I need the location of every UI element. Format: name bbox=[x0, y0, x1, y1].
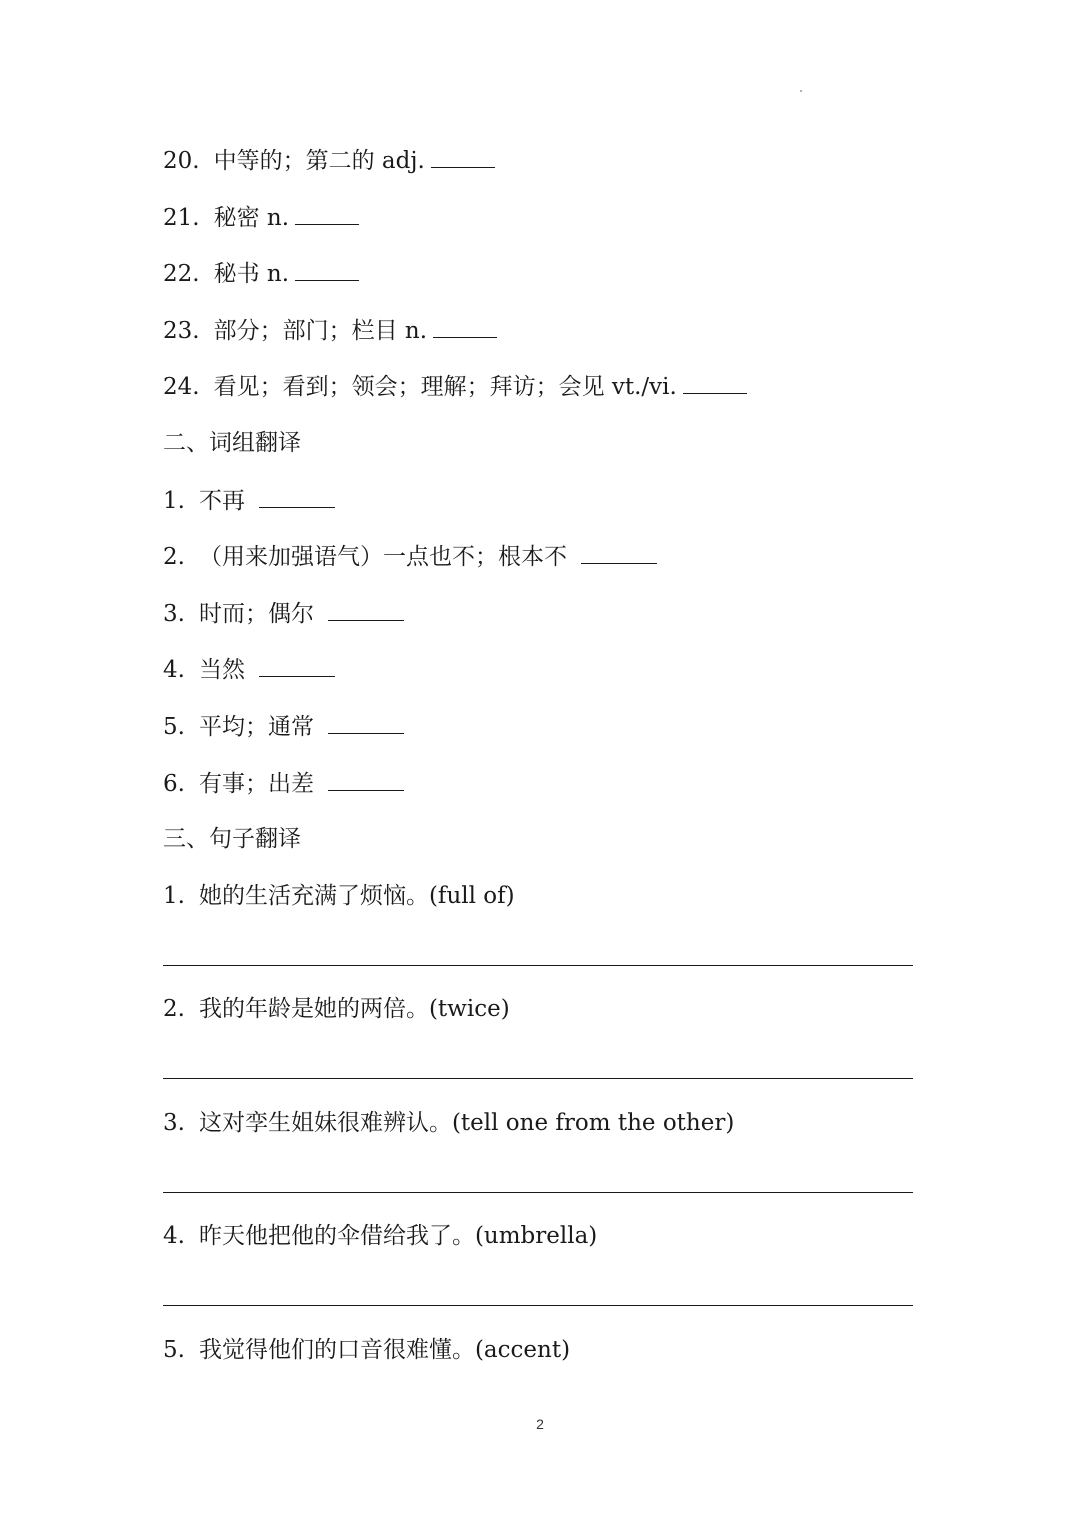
phrase-item-3 bbox=[163, 598, 404, 629]
item-text: 时而；偶尔 bbox=[198, 601, 314, 627]
item-text: 看见；看到；领会；理解；拜访；会见 vt./vi. bbox=[213, 374, 677, 400]
item-number: 3. bbox=[163, 1110, 185, 1136]
item-text: 我觉得他们的口音很难懂。(accent) bbox=[198, 1337, 571, 1363]
phrase-item-6 bbox=[163, 768, 404, 799]
answer-blank[interactable] bbox=[683, 371, 747, 394]
section-heading-sentences: 三、句子翻译 bbox=[163, 826, 301, 852]
phrase-item-1 bbox=[163, 485, 335, 516]
item-number: 3. bbox=[163, 601, 185, 627]
answer-blank[interactable] bbox=[433, 315, 497, 338]
vocab-item-24 bbox=[163, 371, 747, 402]
item-text: 部分；部门；栏目 n. bbox=[213, 318, 428, 344]
item-number: 20. bbox=[163, 148, 200, 174]
phrase-item-4 bbox=[163, 654, 335, 685]
item-number: 23. bbox=[163, 318, 200, 344]
answer-line[interactable] bbox=[163, 1078, 913, 1079]
item-number: 4. bbox=[163, 1223, 185, 1249]
answer-blank[interactable] bbox=[259, 485, 335, 508]
item-number: 6. bbox=[163, 771, 185, 797]
item-text: 秘书 n. bbox=[213, 261, 290, 287]
page-number: 2 bbox=[536, 1416, 544, 1432]
answer-blank[interactable] bbox=[328, 598, 404, 621]
answer-line[interactable] bbox=[163, 965, 913, 966]
item-number: 24. bbox=[163, 374, 200, 400]
section-heading-phrases: 二、词组翻译 bbox=[163, 430, 301, 456]
answer-line[interactable] bbox=[163, 1192, 913, 1193]
item-text: 不再 bbox=[198, 488, 245, 514]
item-number: 5. bbox=[163, 714, 185, 740]
sentence-item-3 bbox=[163, 1108, 734, 1138]
item-text: 昨天他把他的伞借给我了。(umbrella) bbox=[198, 1223, 598, 1249]
sentence-item-5 bbox=[163, 1335, 570, 1365]
item-text: （用来加强语气）一点也不；根本不 bbox=[198, 544, 567, 570]
item-number: 21. bbox=[163, 205, 200, 231]
item-text: 这对孪生姐妹很难辨认。(tell one from the other) bbox=[198, 1110, 735, 1136]
scan-dot bbox=[800, 90, 802, 92]
answer-blank[interactable] bbox=[431, 145, 495, 168]
answer-blank[interactable] bbox=[295, 258, 359, 281]
item-number: 1. bbox=[163, 883, 185, 909]
answer-blank[interactable] bbox=[259, 654, 335, 677]
vocab-item-23 bbox=[163, 315, 497, 346]
item-text: 我的年龄是她的两倍。(twice) bbox=[198, 996, 510, 1022]
vocab-item-21 bbox=[163, 202, 359, 233]
phrase-item-2 bbox=[163, 541, 657, 572]
item-number: 5. bbox=[163, 1337, 185, 1363]
item-number: 2. bbox=[163, 544, 185, 570]
item-number: 2. bbox=[163, 996, 185, 1022]
item-text: 有事；出差 bbox=[198, 771, 314, 797]
item-number: 4. bbox=[163, 657, 185, 683]
answer-blank[interactable] bbox=[295, 202, 359, 225]
item-text: 她的生活充满了烦恼。(full of) bbox=[198, 883, 515, 909]
sentence-item-4 bbox=[163, 1221, 597, 1251]
sentence-item-2 bbox=[163, 994, 510, 1024]
item-number: 22. bbox=[163, 261, 200, 287]
answer-blank[interactable] bbox=[328, 711, 404, 734]
item-text: 当然 bbox=[198, 657, 245, 683]
vocab-item-22 bbox=[163, 258, 359, 289]
item-text: 中等的；第二的 adj. bbox=[213, 148, 425, 174]
phrase-item-5 bbox=[163, 711, 404, 742]
item-text: 平均；通常 bbox=[198, 714, 314, 740]
sentence-item-1 bbox=[163, 881, 515, 911]
vocab-item-20 bbox=[163, 145, 495, 176]
answer-blank[interactable] bbox=[581, 541, 657, 564]
item-number: 1. bbox=[163, 488, 185, 514]
answer-line[interactable] bbox=[163, 1305, 913, 1306]
answer-blank[interactable] bbox=[328, 768, 404, 791]
item-text: 秘密 n. bbox=[213, 205, 290, 231]
